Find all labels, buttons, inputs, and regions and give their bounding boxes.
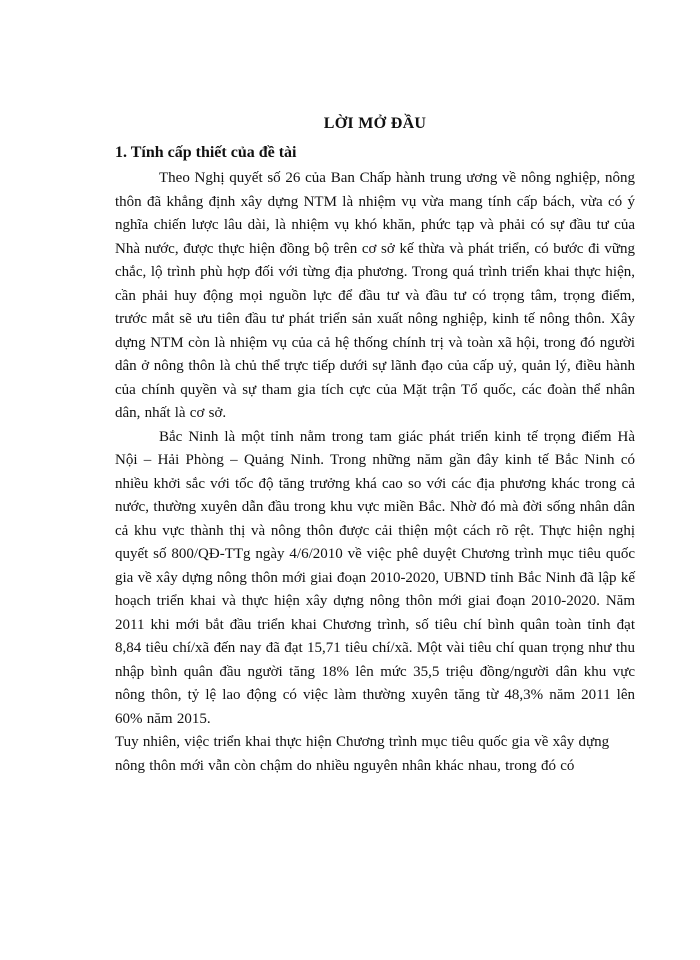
paragraph-1: Theo Nghị quyết số 26 của Ban Chấp hành trung ương về nông nghiệp, nông thôn đã khẳng định xây dựng NTM là nhiệm vụ vừa mang tính cấp bách, vừa có ý nghĩa chiến lược lâu dài, là nhiệm vụ khó khăn, phức tạp và phải có sự đầu tư của Nhà nước, được thực hiện đồng bộ trên cơ sở kế thừa và phát triển, có bước đi vững chắc, lộ trình phù hợp đối với từng địa phương. Trong quá trình triển khai thực hiện, cần phải huy động mọi nguồn lực để đầu tư và đầu tư có trọng tâm, trọng điểm, trước mắt sẽ ưu tiên đầu tư phát triển sản xuất nông nghiệp, kinh tế nông thôn. Xây dựng NTM còn là nhiệm vụ của cả hệ thống chính trị và toàn xã hội, trong đó người dân ở nông thôn là chủ thể trực tiếp dưới sự lãnh đạo của cấp uỷ, quản lý, điều hành của chính quyền và sự tham gia tích cực của Mặt trận Tổ quốc, các đoàn thể nhân dân, nhất là cơ sở.	[115, 170, 635, 421]
document-title: LỜI MỞ ĐẦU	[323, 115, 427, 132]
paragraph-3: Tuy nhiên, việc triển khai thực hiện Chương trình mục tiêu quốc gia về xây dựng nông thôn mới vẫn còn chậm do nhiều nguyên nhân khác nhau, trong đó có	[115, 734, 610, 774]
document-body	[115, 111, 635, 778]
section-heading: 1. Tính cấp thiết của đề tài	[115, 144, 297, 161]
paragraph-2: Bắc Ninh là một tỉnh nằm trong tam giác phát triển kinh tế trọng điểm Hà Nội – Hải Phòng – Quảng Ninh. Trong những năm gần đây kinh tế Bắc Ninh có nhiều khởi sắc với tốc độ tăng trưởng khá cao so với các địa phương khác trong cả nước, thường xuyên dẫn đầu trong khu vực miền Bắc. Nhờ đó mà đời sống nhân dân cả khu vực thành thị và nông thôn được cải thiện một cách rõ rệt. Thực hiện nghị quyết số 800/QĐ-TTg ngày 4/6/2010 về việc phê duyệt Chương trình mục tiêu quốc gia về xây dựng nông thôn mới giai đoạn 2010-2020, UBND tỉnh Bắc Ninh đã lập kế hoạch triển khai và thực hiện xây dựng nông thôn mới giai đoạn 2010-2020. Năm 2011 khi mới bắt đầu triển khai Chương trình, số tiêu chí bình quân toàn tỉnh đạt 8,84 tiêu chí/xã đến nay đã đạt 15,71 tiêu chí/xã. Một vài tiêu chí quan trọng như thu nhập bình quân đầu người tăng 18% lên mức 35,5 triệu đồng/người dân khu vực nông thôn, tỷ lệ lao động có việc làm thường xuyên tăng từ 48,3% năm 2011 lên 60% năm 2015.	[115, 428, 635, 727]
